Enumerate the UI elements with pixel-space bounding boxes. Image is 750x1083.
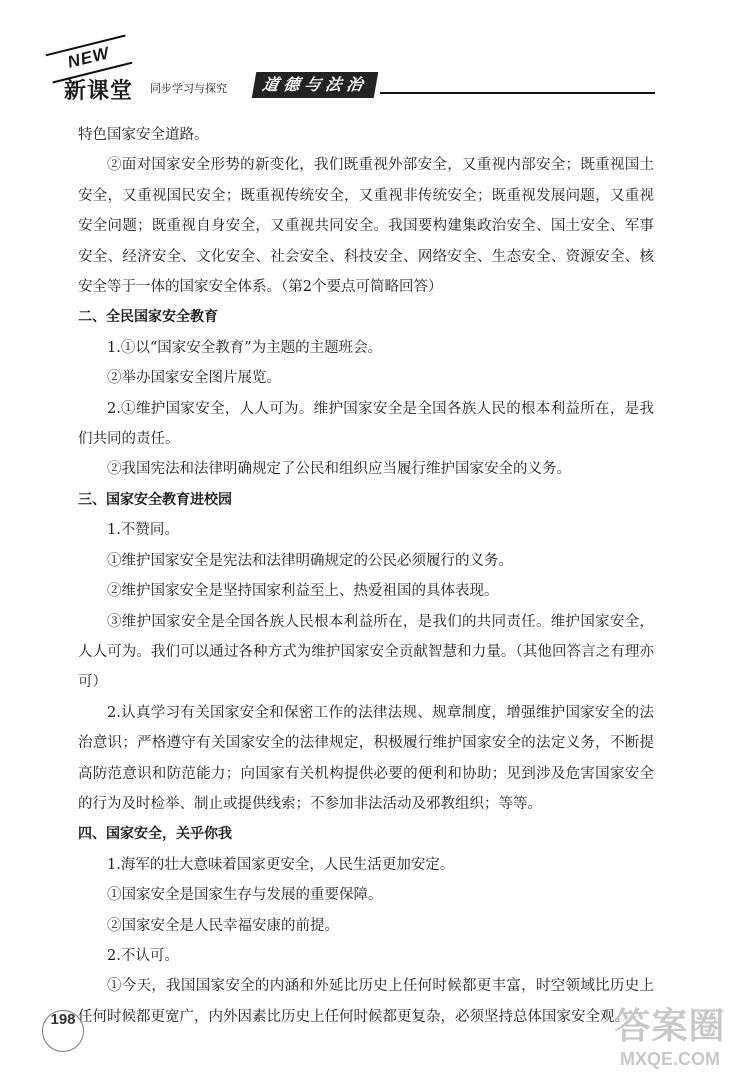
page-header bbox=[40, 36, 660, 106]
paragraph: 2.认真学习有关国家安全和保密工作的法律法规、规章制度，增强维护国家安全的法治意识；严格遵守有关国家安全的法律规定，积极履行维护国家安全的法定义务，不断提高防范意识和防范能力；向国家有关机构提供必要的便利和协助；见到涉及危害国家安全的行为及时检举、制止或提供线索；不参加非法活动及邪教组织；等等。 bbox=[78, 704, 654, 812]
watermark-url: MXQE.COM bbox=[619, 1049, 720, 1069]
watermark-text: 答案圈 bbox=[614, 1006, 726, 1047]
paragraph: 1.①以“国家安全教育”为主题的主题班会。 bbox=[107, 339, 383, 356]
section-heading: 三、国家安全教育进校园 bbox=[78, 491, 232, 508]
paragraph: ②国家安全是人民幸福安康的前提。 bbox=[107, 917, 339, 934]
new-badge: NEW bbox=[46, 35, 133, 84]
paragraph: ①维护国家安全是宪法和法律明确规定的公民必须履行的义务。 bbox=[107, 552, 513, 569]
subject-banner: 道德与法治 bbox=[252, 72, 379, 98]
paragraph: ②面对国家安全形势的新变化，我们既重视外部安全，又重视内部安全；既重视国土安全，又重视国民安全；既重视传统安全，又重视非传统安全；既重视发展问题，又重视安全问题；既重视自身安全，又重视共同安全。我国要构建集政治安全、国土安全、军事安全、经济安全、文化安全、社会安全、科技安全、网络安全、生态安全、资源安全、核安全等于一体的国家安全体系。（第2个要点可简略回答） bbox=[78, 157, 654, 296]
paragraph: 2.①维护国家安全，人人可为。维护国家安全是全国各族人民的根本利益所在，是我们共同的责任。 bbox=[78, 400, 654, 448]
paragraph: ②我国宪法和法律明确规定了公民和组织应当履行维护国家安全的义务。 bbox=[107, 461, 571, 478]
paragraph: 1.海军的壮大意味着国家更安全，人民生活更加安定。 bbox=[107, 856, 455, 873]
section-heading: 二、全民国家安全教育 bbox=[78, 309, 218, 326]
header-rule bbox=[380, 92, 655, 94]
answer-content bbox=[78, 120, 654, 1032]
paragraph: ①国家安全是国家生存与发展的重要保障。 bbox=[107, 887, 383, 904]
paragraph: 1.不赞同。 bbox=[107, 522, 179, 539]
series-title: 同步学习与探究 bbox=[150, 82, 227, 95]
paragraph: ③维护国家安全是全国各族人民根本利益所在，是我们的共同责任。维护国家安全，人人可为。我们可以通过各种方式为维护国家安全贡献智慧和力量。（其他回答言之有理亦可） bbox=[78, 613, 654, 691]
paragraph: ②维护国家安全是坚持国家利益至上、热爱祖国的具体表现。 bbox=[107, 583, 499, 600]
paragraph: 特色国家安全道路。 bbox=[78, 127, 209, 143]
section-heading: 四、国家安全，关乎你我 bbox=[78, 826, 232, 843]
paragraph: ①今天，我国国家安全的内涵和外延比历史上任何时候都更丰富，时空领域比历史上任何时候都更宽广，内外因素比历史上任何时候都更复杂，必须坚持总体国家安全观。 bbox=[78, 978, 654, 1025]
page-number: 198 bbox=[42, 1010, 84, 1052]
paragraph: 2.不认可。 bbox=[107, 947, 179, 964]
brand-title: 新课堂 bbox=[64, 79, 134, 104]
watermark-logo bbox=[600, 1005, 740, 1073]
paragraph: ②举办国家安全图片展览。 bbox=[107, 370, 281, 387]
